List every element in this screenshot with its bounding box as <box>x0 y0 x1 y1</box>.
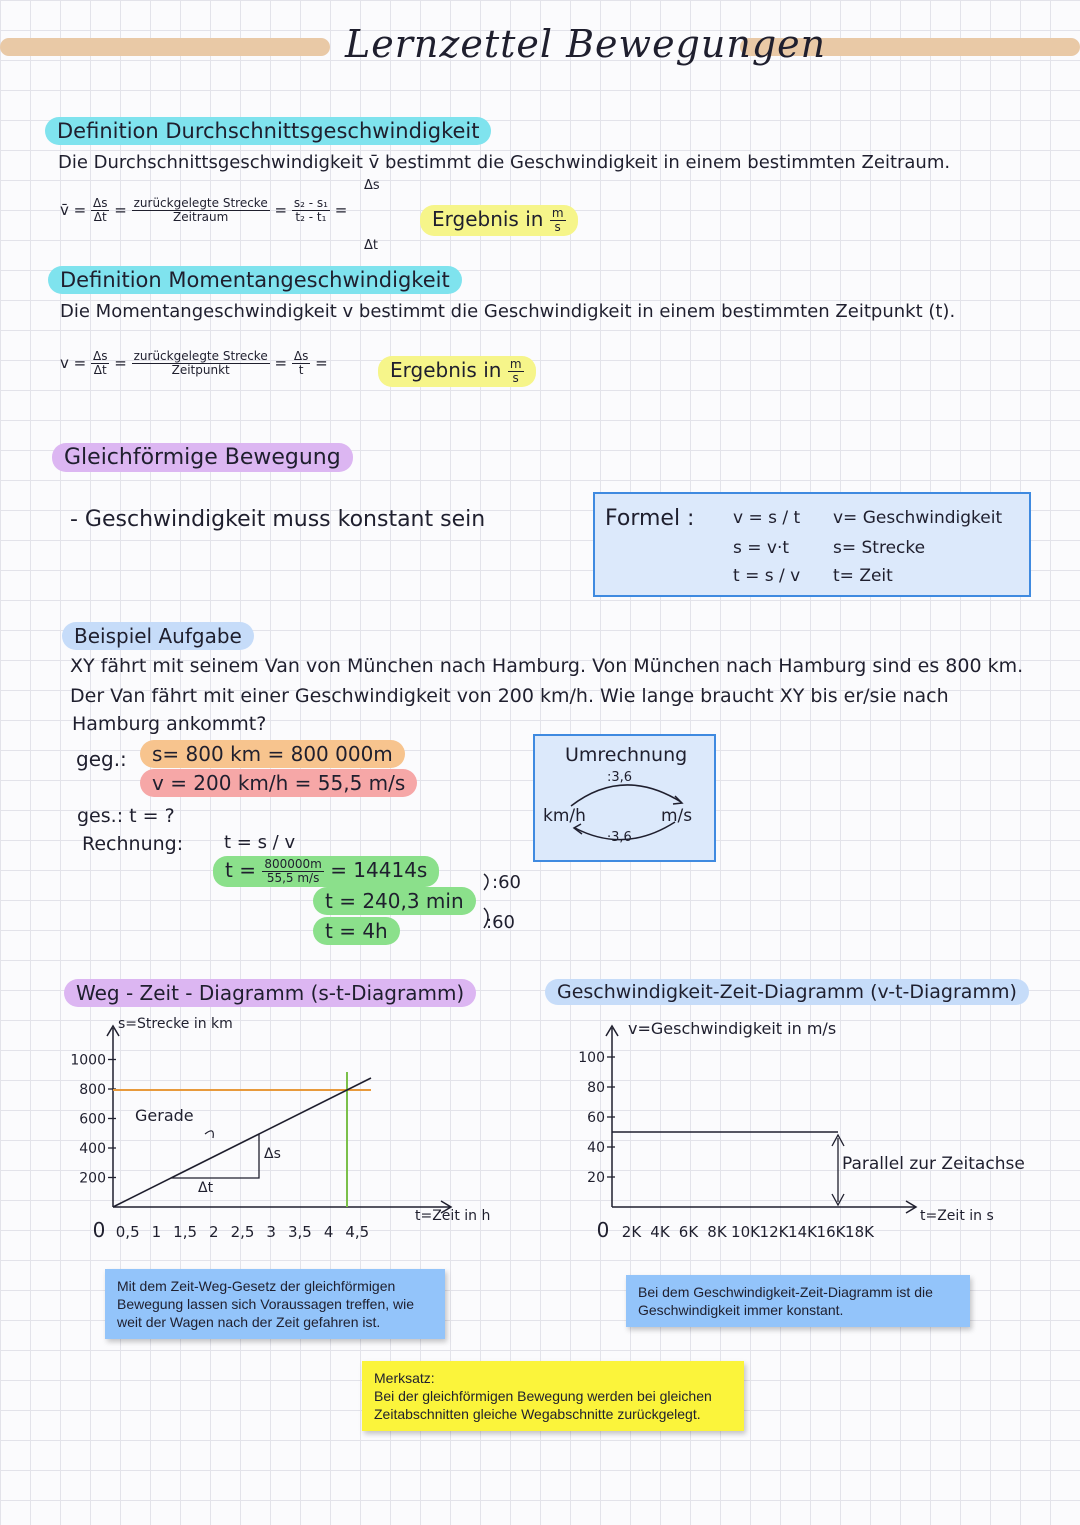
vt-xtick-label: 4K <box>650 1223 670 1241</box>
merksatz-text: Bei der gleichförmigen Bewegung werden bei gleichen Zeitabschnitten gleiche Wegabschnitte zurückgelegt. <box>374 1388 712 1422</box>
vt-xticks <box>597 1218 875 1242</box>
vt-xtick-label: 16K <box>816 1223 846 1241</box>
moment-formula: v = $\frac{\Delta s}{\Delta t}$ = $\frac{\text{zurückgelegte Strecke}}{\text{Zeitpunkt}}$ = $\frac{\Delta s}{t}$ = <box>60 349 328 377</box>
beispiel-line2: Der Van fährt mit einer Geschwindigkeit von 200 km/h. Wie lange braucht XY bis er/sie nach <box>70 685 949 707</box>
formel-label: Formel : <box>605 506 695 531</box>
st-xlabel: t=Zeit in h <box>415 1208 491 1224</box>
st-xtick-label: 4 <box>323 1223 334 1241</box>
formel-v: v = s / t <box>733 508 801 528</box>
rechnung-label: Rechnung: <box>82 833 184 855</box>
formel-s: s = v·t <box>733 538 790 558</box>
vt-xtick-label: 2K <box>621 1223 642 1241</box>
umrechnung-mul: ·3,6 <box>607 830 632 845</box>
def-v: v= Geschwindigkeit <box>833 508 1003 528</box>
st-xtick-label: 3 <box>266 1223 276 1241</box>
merksatz-title: Merksatz: <box>374 1370 435 1386</box>
gleich-bullet: - Geschwindigkeit muss konstant sein <box>70 507 486 532</box>
st-ds-label: Δs <box>264 1146 281 1162</box>
t-formula: t = s / v <box>224 832 296 853</box>
t-calc: t = $\frac{800000m}{55,5 m/s}$ = 14414s <box>213 856 439 887</box>
heading-beispiel: Beispiel Aufgabe <box>62 622 254 650</box>
brace-dt-label: Δt <box>364 238 378 253</box>
st-xtick-label: 1 <box>151 1223 162 1241</box>
moment-text: Die Momentangeschwindigkeit v bestimmt die Geschwindigkeit in einem bestimmten Zeitpunkt (t). <box>60 301 956 322</box>
vt-xtick-label: 6K <box>678 1223 699 1241</box>
frac-sdiff-tdiff: $\frac{\text{s₂ - s₁}}{\text{t₂ - t₁}}$ <box>293 196 328 224</box>
result-durchschnitt: Ergebnis in $\frac{m}{s}$ <box>420 205 578 236</box>
heading-durchschnitt: Definition Durchschnittsgeschwindigkeit <box>45 117 491 145</box>
div-60-a: :60 <box>492 872 521 893</box>
vt-xtick-label: 0 <box>596 1218 610 1242</box>
geg-v: v = 200 km/h = 55,5 m/s <box>140 769 417 797</box>
st-slope-triangle <box>171 1134 259 1178</box>
st-xtick-label: 0,5 <box>115 1223 140 1241</box>
formula-lhs: v̄ = <box>60 201 87 219</box>
vt-xtick-label: 18K <box>845 1223 874 1241</box>
vt-ytick-label: 80 <box>587 1080 605 1096</box>
st-ytick-label: 400 <box>79 1141 106 1157</box>
t-minutes: t = 240,3 min <box>313 887 476 915</box>
umrechnung-title: Umrechnung <box>565 744 688 766</box>
page-title: Lernzettel Bewegungen <box>345 22 827 66</box>
beispiel-line1: XY fährt mit seinem Van von München nach Hamburg. Von München nach Hamburg sind es 800 km. <box>70 655 1024 677</box>
brace-ds-label: Δs <box>364 178 380 193</box>
heading-moment: Definition Momentangeschwindigkeit <box>48 266 462 294</box>
vt-note: Bei dem Geschwindigkeit-Zeit-Diagramm ist die Geschwindigkeit immer konstant. <box>626 1275 970 1327</box>
formel-box <box>593 492 1031 597</box>
st-xticks <box>93 1218 370 1242</box>
formel-t: t = s / v <box>733 566 801 586</box>
st-note: Mit dem Zeit-Weg-Gesetz der gleichförmigen Bewegung lassen sich Voraussagen treffen, wie weit der Wagen nach der Zeit gefahren ist. <box>105 1269 445 1339</box>
umrechnung-div: :3,6 <box>607 770 633 785</box>
st-ytick-label: 1000 <box>70 1052 106 1069</box>
vt-ytick-label: 40 <box>587 1140 605 1156</box>
st-xtick-label: 1,5 <box>173 1223 198 1241</box>
header-bar-left <box>0 38 330 56</box>
umrechnung-ms: m/s <box>661 806 693 826</box>
vt-ytick-label: 100 <box>578 1050 605 1066</box>
def-t: t= Zeit <box>833 566 893 586</box>
vt-xtick-label: 10K <box>731 1223 760 1241</box>
st-ytick-label: 800 <box>79 1082 106 1098</box>
umrechnung-kmh: km/h <box>543 806 586 826</box>
vt-yticks <box>578 1050 615 1186</box>
t-hours: t = 4h <box>313 917 400 945</box>
st-dt-label: Δt <box>198 1180 214 1196</box>
merksatz-note <box>362 1361 744 1431</box>
st-ytick-label: 200 <box>79 1170 106 1187</box>
vt-ylabel: v=Geschwindigkeit in m/s <box>628 1019 837 1038</box>
vt-xtick-label: 14K <box>788 1223 817 1241</box>
st-xtick-label: 3,5 <box>287 1223 312 1241</box>
st-yticks <box>70 1053 116 1187</box>
frac-ds-dt: $\frac{\Delta s}{\Delta t}$ <box>93 196 108 224</box>
st-xtick-label: 4,5 <box>345 1223 370 1241</box>
st-xtick-label: 2,5 <box>230 1223 255 1241</box>
result-moment: Ergebnis in $\frac{m}{s}$ <box>378 356 536 387</box>
vt-parallel-label: Parallel zur Zeitachse <box>842 1154 1025 1174</box>
durchschnitt-text: Die Durchschnittsgeschwindigkeit v̄ bestimmt die Geschwindigkeit in einem bestimmten Zeitraum. <box>58 152 951 173</box>
vt-ytick-label: 60 <box>587 1110 605 1126</box>
st-xtick-label: 2 <box>209 1223 219 1241</box>
beispiel-line3: Hamburg ankommt? <box>72 713 267 735</box>
st-gerade-label: Gerade <box>135 1106 194 1125</box>
heading-vt: Geschwindigkeit-Zeit-Diagramm (v-t-Diagramm) <box>545 979 1029 1005</box>
geg-s: s= 800 km = 800 000m <box>140 740 405 768</box>
umrechnung-box <box>533 734 716 862</box>
st-ytick-label: 600 <box>79 1111 106 1128</box>
st-ylabel: s=Strecke in km <box>118 1016 233 1032</box>
def-s: s= Strecke <box>833 538 926 558</box>
durchschnitt-formula: v̄ = $\frac{\Delta s}{\Delta t}$ = $\frac{\text{zurückgelegte Strecke}}{\text{Zeitraum}}$ = $\frac{\text{s₂ - s₁}}{\text{t₂ - t₁}}$ = <box>60 196 348 224</box>
vt-xlabel: t=Zeit in s <box>920 1208 994 1224</box>
st-xtick-label: 0 <box>92 1218 106 1242</box>
vt-xtick-label: 8K <box>707 1223 727 1241</box>
vt-ytick-label: 20 <box>587 1170 605 1186</box>
heading-gleich: Gleichförmige Bewegung <box>52 443 353 472</box>
heading-st: Weg - Zeit - Diagramm (s-t-Diagramm) <box>64 979 476 1007</box>
frac-strecke-zeitraum: $\frac{\text{zurückgelegte Strecke}}{\text{Zeitraum}}$ <box>133 196 268 224</box>
ges-label: ges.: t = ? <box>77 805 175 827</box>
vt-xtick-label: 12K <box>759 1223 789 1241</box>
umrechnung-arrows <box>535 736 714 860</box>
div-60-b: :60 <box>486 912 515 933</box>
div-arrows <box>478 866 498 936</box>
geg-label: geg.: <box>76 747 127 771</box>
